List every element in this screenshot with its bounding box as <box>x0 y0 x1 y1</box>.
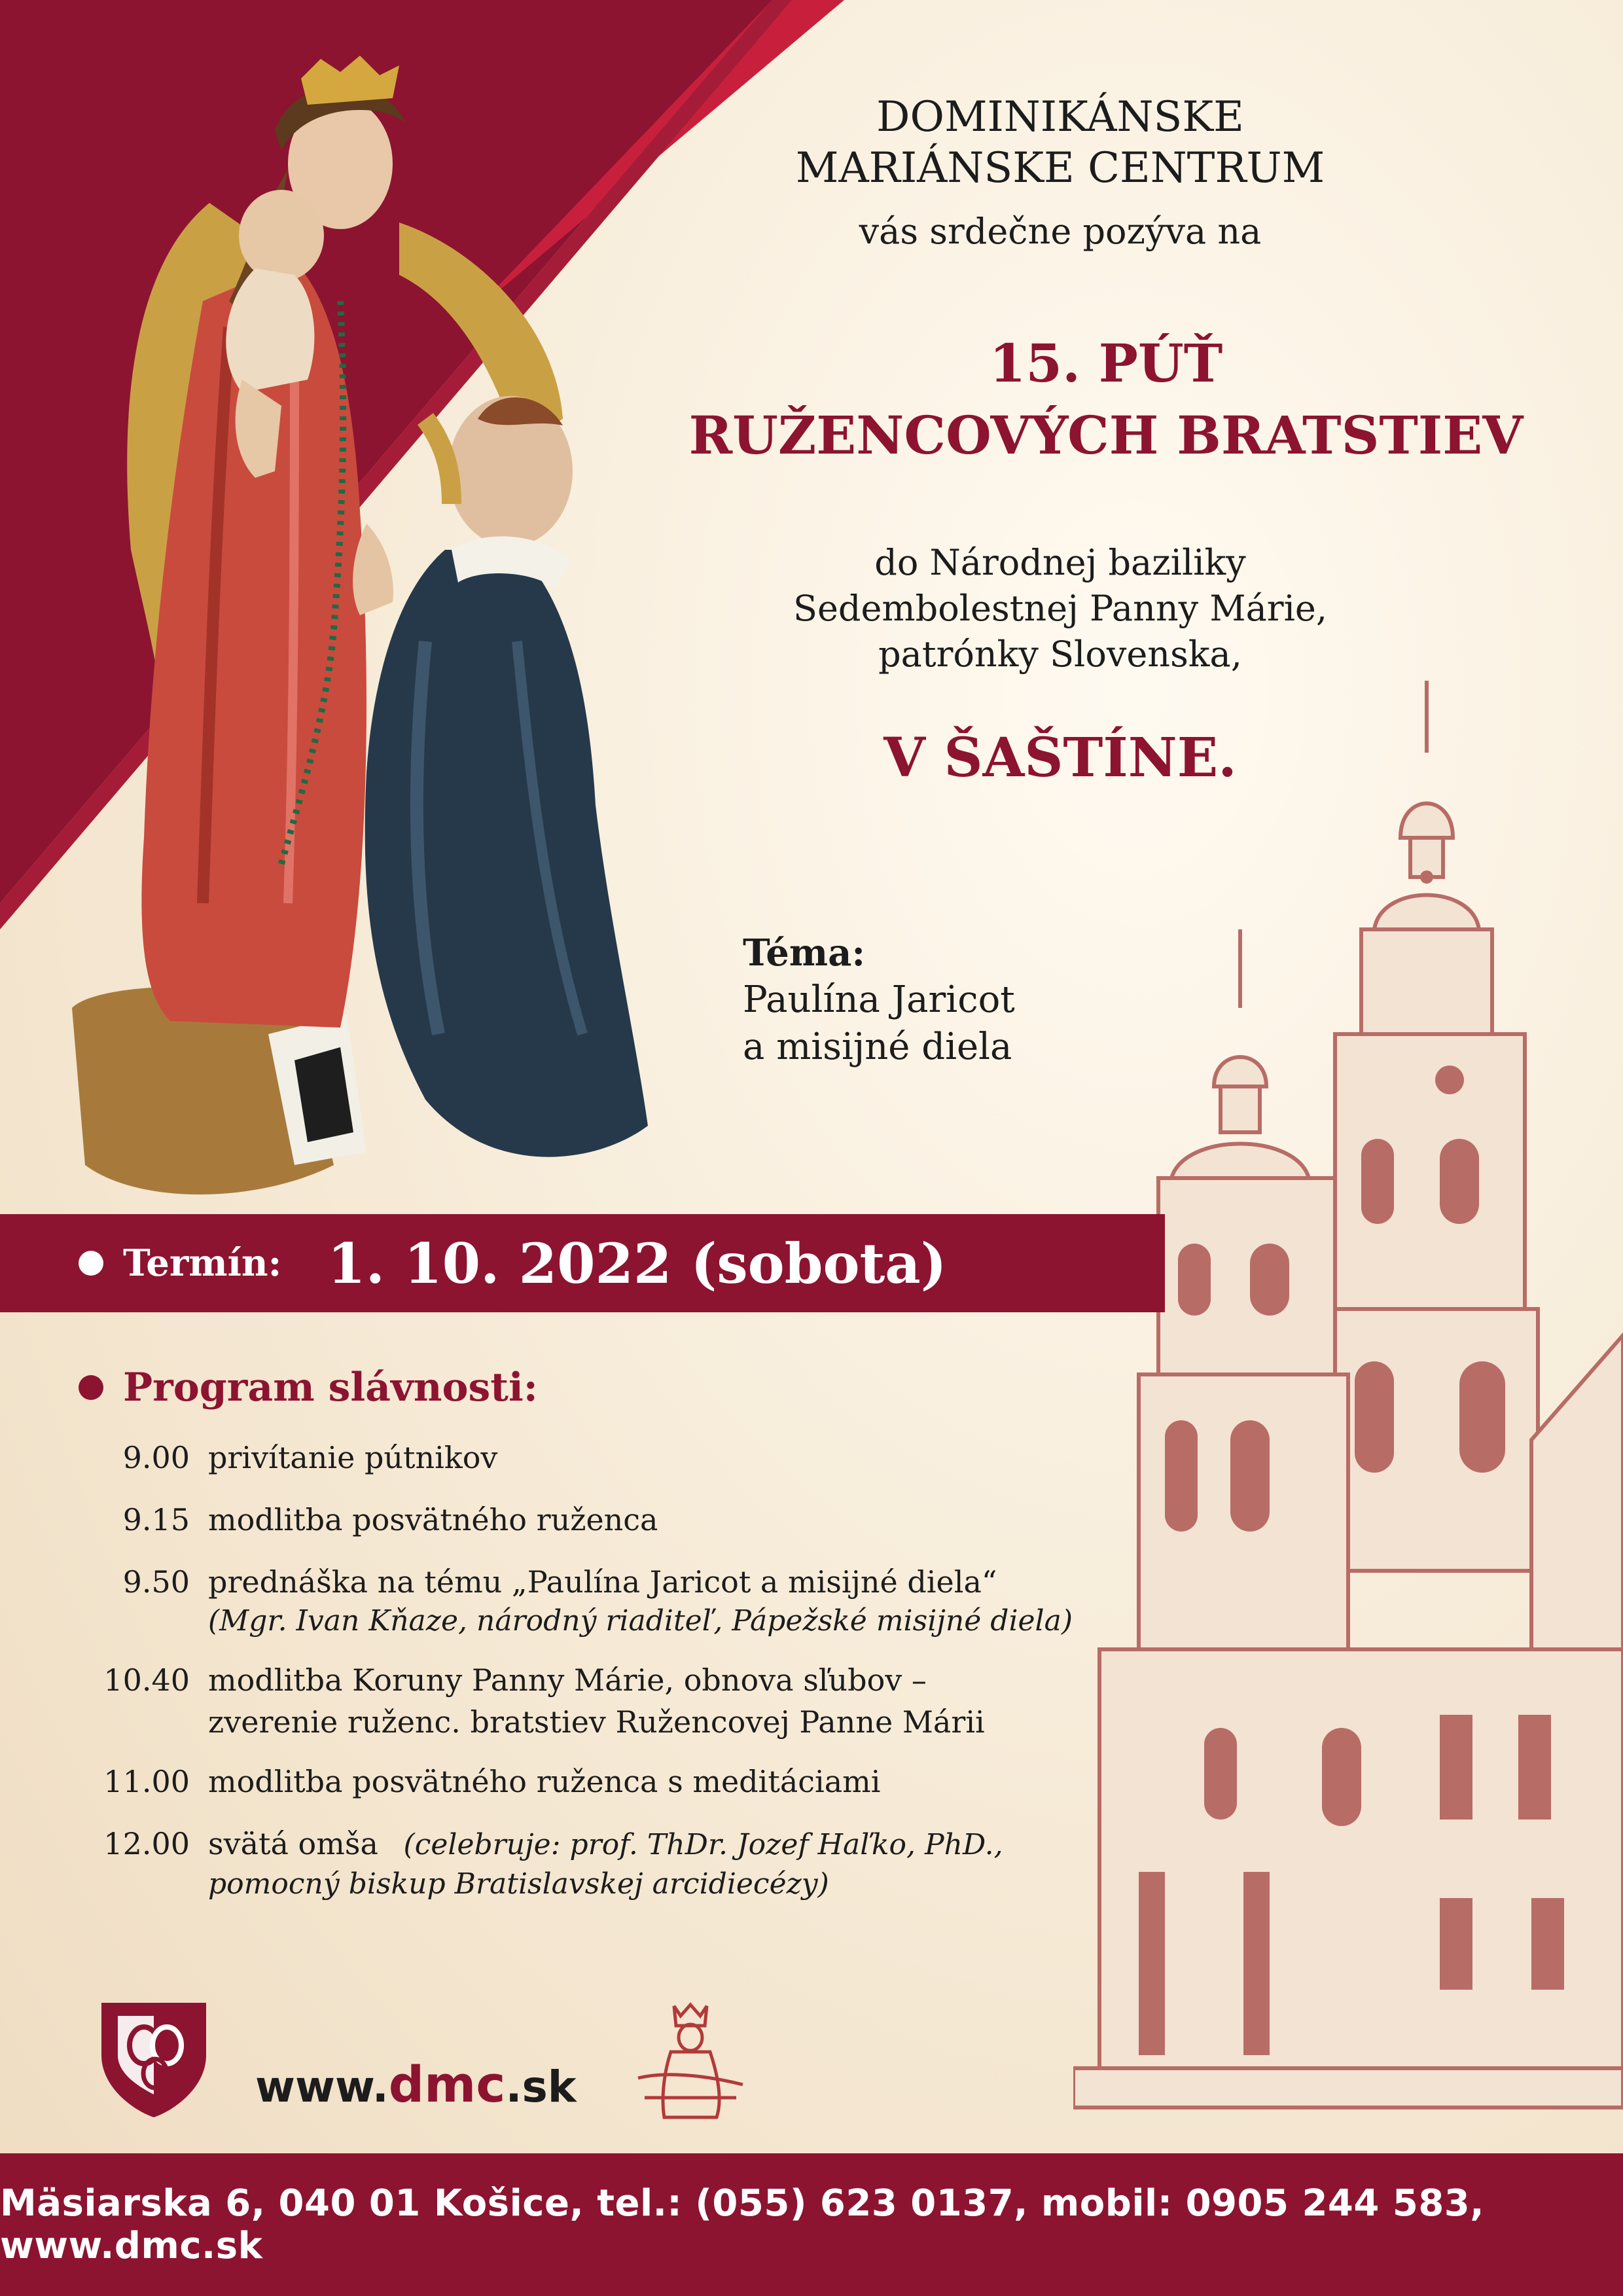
program-text-line2: zverenie ruženc. bratstiev Ružencovej Panne Márii <box>208 1704 985 1740</box>
bullet-icon <box>79 1251 103 1276</box>
website-www: www. <box>255 2062 389 2112</box>
org-name-line2: MARIÁNSKE CENTRUM <box>795 144 1325 192</box>
website-tld: .sk <box>505 2062 577 2112</box>
event-title-line2: RUŽENCOVÝCH BRATSTIEV <box>688 404 1524 466</box>
program-time: 12.00 <box>103 1826 190 1861</box>
program-time: 9.00 <box>122 1440 190 1475</box>
program-heading: Program slávnosti: <box>123 1365 538 1410</box>
org-name-line1: DOMINIKÁNSKE <box>876 93 1244 141</box>
invite-text: vás srdečne pozýva na <box>859 211 1262 252</box>
dmc-shield-logo <box>95 1996 213 2121</box>
program-item <box>72 1823 1003 1903</box>
program-note: (celebruje: prof. ThDr. Jozef Haľko, PhD., <box>403 1828 1003 1861</box>
place-town: V ŠAŠTÍNE. <box>883 726 1237 789</box>
place-line3: patrónky Slovenska, <box>878 634 1242 675</box>
basilica-illustration <box>1073 681 1623 2153</box>
program-note: (Mgr. Ivan Kňaze, národný riaditeľ, Pápežské misijné diela) <box>208 1604 1073 1638</box>
program-text: modlitba posvätného ruženca s meditáciami <box>208 1764 881 1799</box>
theme-label: Téma: <box>743 931 866 975</box>
place-line2: Sedembolestnej Panny Márie, <box>793 588 1328 629</box>
program-item <box>72 1437 497 1479</box>
footer-bar <box>0 2153 1623 2296</box>
program-text: svätá omša <box>208 1826 378 1861</box>
program-time: 11.00 <box>103 1764 190 1799</box>
theme-line1: Paulína Jaricot <box>743 978 1015 1021</box>
pieta-emblem-icon <box>625 2000 756 2124</box>
program-item <box>72 1561 1073 1640</box>
program-note-line2: pomocný biskup Bratislavskej arcidiecézy) <box>208 1867 829 1901</box>
date-label: Termín: <box>123 1242 282 1285</box>
program-text: modlitba Koruny Panny Márie, obnova sľubov – <box>208 1662 927 1698</box>
program-time: 10.40 <box>103 1662 190 1698</box>
footer-contact: Mäsiarska 6, 040 01 Košice, tel.: (055) 623 0137, mobil: 0905 244 583, www.dmc.sk <box>0 2182 1485 2267</box>
website-link[interactable] <box>255 2055 577 2113</box>
program-text: privítanie pútnikov <box>208 1440 498 1475</box>
date-value: 1. 10. 2022 (sobota) <box>327 1230 947 1296</box>
program-text: modlitba posvätného ruženca <box>208 1502 658 1537</box>
program-time: 9.15 <box>122 1502 190 1537</box>
program-item <box>72 1761 880 1803</box>
madonna-statue-image <box>59 52 707 1217</box>
theme-line2: a misijné diela <box>743 1026 1012 1068</box>
program-item <box>72 1659 985 1743</box>
program-time: 9.50 <box>122 1564 190 1600</box>
place-line1: do Národnej baziliky <box>874 542 1246 583</box>
event-title-line1: 15. PÚŤ <box>989 332 1223 394</box>
program-text: prednáška na tému „Paulína Jaricot a misijné diela“ <box>208 1564 997 1600</box>
bullet-icon <box>79 1375 103 1400</box>
program-item <box>72 1499 658 1541</box>
website-domain: dmc <box>388 2055 506 2113</box>
